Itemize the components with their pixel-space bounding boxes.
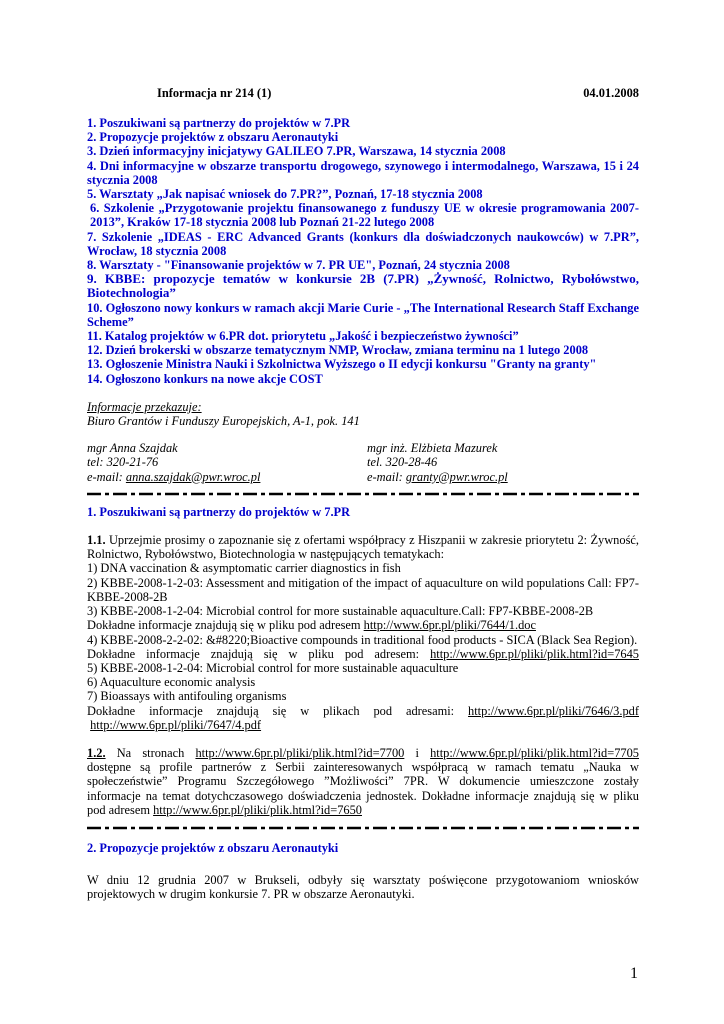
toc-item-4[interactable]: 4. Dni informacyjne w obszarze transportu drogowego, szynowego i intermodalnego, Warszawa, 15 i 24 stycznia 2008 — [87, 158, 639, 187]
para-1-2-text-a: Na stronach — [105, 745, 196, 760]
link-7700[interactable]: http://www.6pr.pl/pliki/plik.html?id=7700 — [195, 745, 405, 760]
contact-right — [367, 441, 639, 484]
toc-item-6[interactable]: 6. Szkolenie „Przygotowanie projektu finansowanego z funduszy UE w okresie programowania 2007-2013”, Kraków 17-18 stycznia 2008 lub Poznań 21-22 lutego 2008 — [90, 201, 639, 230]
para-1-2-number: 1.2. — [87, 745, 106, 760]
contact-left-email-link[interactable]: anna.szajdak@pwr.wroc.pl — [125, 469, 261, 484]
contact-right-email-label: e-mail: — [367, 469, 406, 484]
toc-item-13[interactable]: 13. Ogłoszenie Ministra Nauki i Szkolnictwa Wyższego o II edycji konkursu "Granty na granty" — [87, 357, 597, 372]
section-1-2 — [87, 746, 639, 817]
toc-item-9[interactable]: 9. KBBE: propozycje tematów w konkursie 2B (7.PR) „Żywność, Rolnictwo, Rybołówstwo, Biotechnologia” — [87, 271, 639, 301]
contact-block — [87, 400, 639, 484]
link-7644[interactable]: http://www.6pr.pl/pliki/7644/1.doc — [363, 618, 536, 633]
toc-item-10[interactable]: 10. Ogłoszono nowy konkurs w ramach akcji Marie Curie - „The International Research Staff Exchange Scheme” — [87, 300, 639, 329]
para-1-1-number: 1.1. — [87, 533, 106, 548]
link-7646[interactable]: http://www.6pr.pl/pliki/7646/3.pdf — [468, 703, 639, 718]
contact-office: Biuro Grantów i Funduszy Europejskich, A-1, pok. 141 — [87, 414, 360, 429]
toc-item-5[interactable]: 5. Warsztaty „Jak napisać wniosek do 7.PR?”, Poznań, 17-18 stycznia 2008 — [87, 187, 483, 202]
section-divider-2 — [87, 825, 639, 831]
list-item-2: 2) KBBE-2008-1-2-03: Assessment and mitigation of the impact of aquaculture on wild populations Call: FP7-KBBE-2008-2B — [87, 575, 639, 604]
toc-item-11[interactable]: 11. Katalog projektów w 6.PR dot. priorytetu „Jakość i bezpieczeństwo żywności” — [87, 329, 519, 344]
section-2-title: 2. Propozycje projektów z obszaru Aeronautyki — [87, 840, 339, 855]
list-item-6: 6) Aquaculture economic analysis — [87, 675, 256, 690]
section-2-paragraph: W dniu 12 grudnia 2007 w Brukseli, odbyły się warsztaty poświęcone przygotowaniom wniosków projektowych w drugim konkursie 7. PR w obszarze Aeronautyki. — [87, 873, 639, 902]
table-of-contents — [87, 116, 639, 386]
contact-left-tel: tel: 320-21-76 — [87, 455, 159, 470]
contact-right-tel: tel. 320-28-46 — [367, 455, 438, 470]
section-divider — [87, 491, 639, 497]
contact-right-email-link[interactable]: granty@pwr.wroc.pl — [405, 469, 508, 484]
para-1-1-intro: Uprzejmie prosimy o zapoznanie się z ofertami współpracy z Hiszpanii w zakresie priorytetu 2: Żywność, Rolnictwo, Rybołówstwo, Biotechnologia w następujących tematykach: — [87, 533, 639, 562]
list-item-7-info: Dokładne informacje znajdują się w plikach pod adresami: — [87, 703, 469, 718]
link-7647[interactable]: http://www.6pr.pl/pliki/7647/4.pdf — [90, 717, 262, 732]
toc-item-7[interactable]: 7. Szkolenie „IDEAS - ERC Advanced Grants (konkurs dla doświadczonych naukowców) w 7.PR”, Wrocław, 18 stycznia 2008 — [87, 229, 639, 258]
page-number: 1 — [630, 965, 638, 982]
contact-right-name: mgr inż. Elżbieta Mazurek — [367, 441, 498, 456]
link-7645[interactable]: http://www.6pr.pl/pliki/plik.html?id=7645 — [430, 646, 639, 661]
list-item-3: 3) KBBE-2008-1-2-04: Microbial control for more sustainable aquaculture.Call: FP7-KBBE-2008-2B — [87, 604, 594, 619]
toc-item-3[interactable]: 3. Dzień informacyjny inicjatywy GALILEO 7.PR, Warszawa, 14 stycznia 2008 — [87, 144, 506, 159]
toc-item-12[interactable]: 12. Dzień brokerski w obszarze tematycznym NMP, Wrocław, zmiana terminu na 1 lutego 2008 — [87, 343, 589, 358]
list-item-1: 1) DNA vaccination & asymptomatic carrier diagnostics in fish — [87, 561, 401, 576]
list-item-5: 5) KBBE-2008-1-2-04: Microbial control for more sustainable aquaculture — [87, 660, 459, 675]
section-1-title: 1. Poszukiwani są partnerzy do projektów w 7.PR — [87, 504, 351, 519]
info-date: 04.01.2008 — [583, 86, 639, 100]
section-1-1 — [87, 533, 639, 732]
toc-item-14[interactable]: 14. Ogłoszono konkurs na nowe akcje COST — [87, 371, 323, 386]
info-number: Informacja nr 214 (1) — [157, 86, 272, 100]
link-7650[interactable]: http://www.6pr.pl/pliki/plik.html?id=7650 — [153, 802, 362, 817]
contact-heading: Informacje przekazuje: — [87, 399, 202, 414]
contact-left-name: mgr Anna Szajdak — [87, 441, 178, 456]
toc-item-2[interactable]: 2. Propozycje projektów z obszaru Aeronautyki — [87, 130, 339, 145]
document-page — [87, 86, 639, 902]
list-item-3-info: Dokładne informacje znajdują się w pliku pod adresem — [87, 618, 364, 633]
para-1-2-text-b: i — [404, 745, 431, 760]
list-item-4: 4) KBBE-2008-2-2-02: &#8220;Bioactive compounds in traditional food products - SICA (Black Sea Region). — [87, 632, 638, 647]
list-item-4-info: Dokładne informacje znajdują się w pliku pod adresem: — [87, 646, 431, 661]
toc-item-1[interactable]: 1. Poszukiwani są partnerzy do projektów w 7.PR — [87, 116, 351, 130]
link-7705[interactable]: http://www.6pr.pl/pliki/plik.html?id=7705 — [430, 745, 640, 760]
toc-item-8[interactable]: 8. Warsztaty - "Finansowanie projektów w 7. PR UE", Poznań, 24 stycznia 2008 — [87, 258, 510, 273]
document-header — [87, 86, 639, 102]
contact-left-email-label: e-mail: — [87, 469, 126, 484]
list-item-7: 7) Bioassays with antifouling organisms — [87, 689, 287, 704]
para-1-2-text-c: dostępne są profile partnerów z Serbii zainteresowanych współpracą w ramach tematu „Nauka w społeczeństwie” Programu Szczegółowego ”Możliwości” 7PR. W dokumencie umieszczone zostały informacje na temat dotychczasowego doświadczenia jednostek. Dokładne informacje znajdują się w pliku pod adresem — [87, 760, 639, 817]
contact-left — [87, 441, 367, 484]
